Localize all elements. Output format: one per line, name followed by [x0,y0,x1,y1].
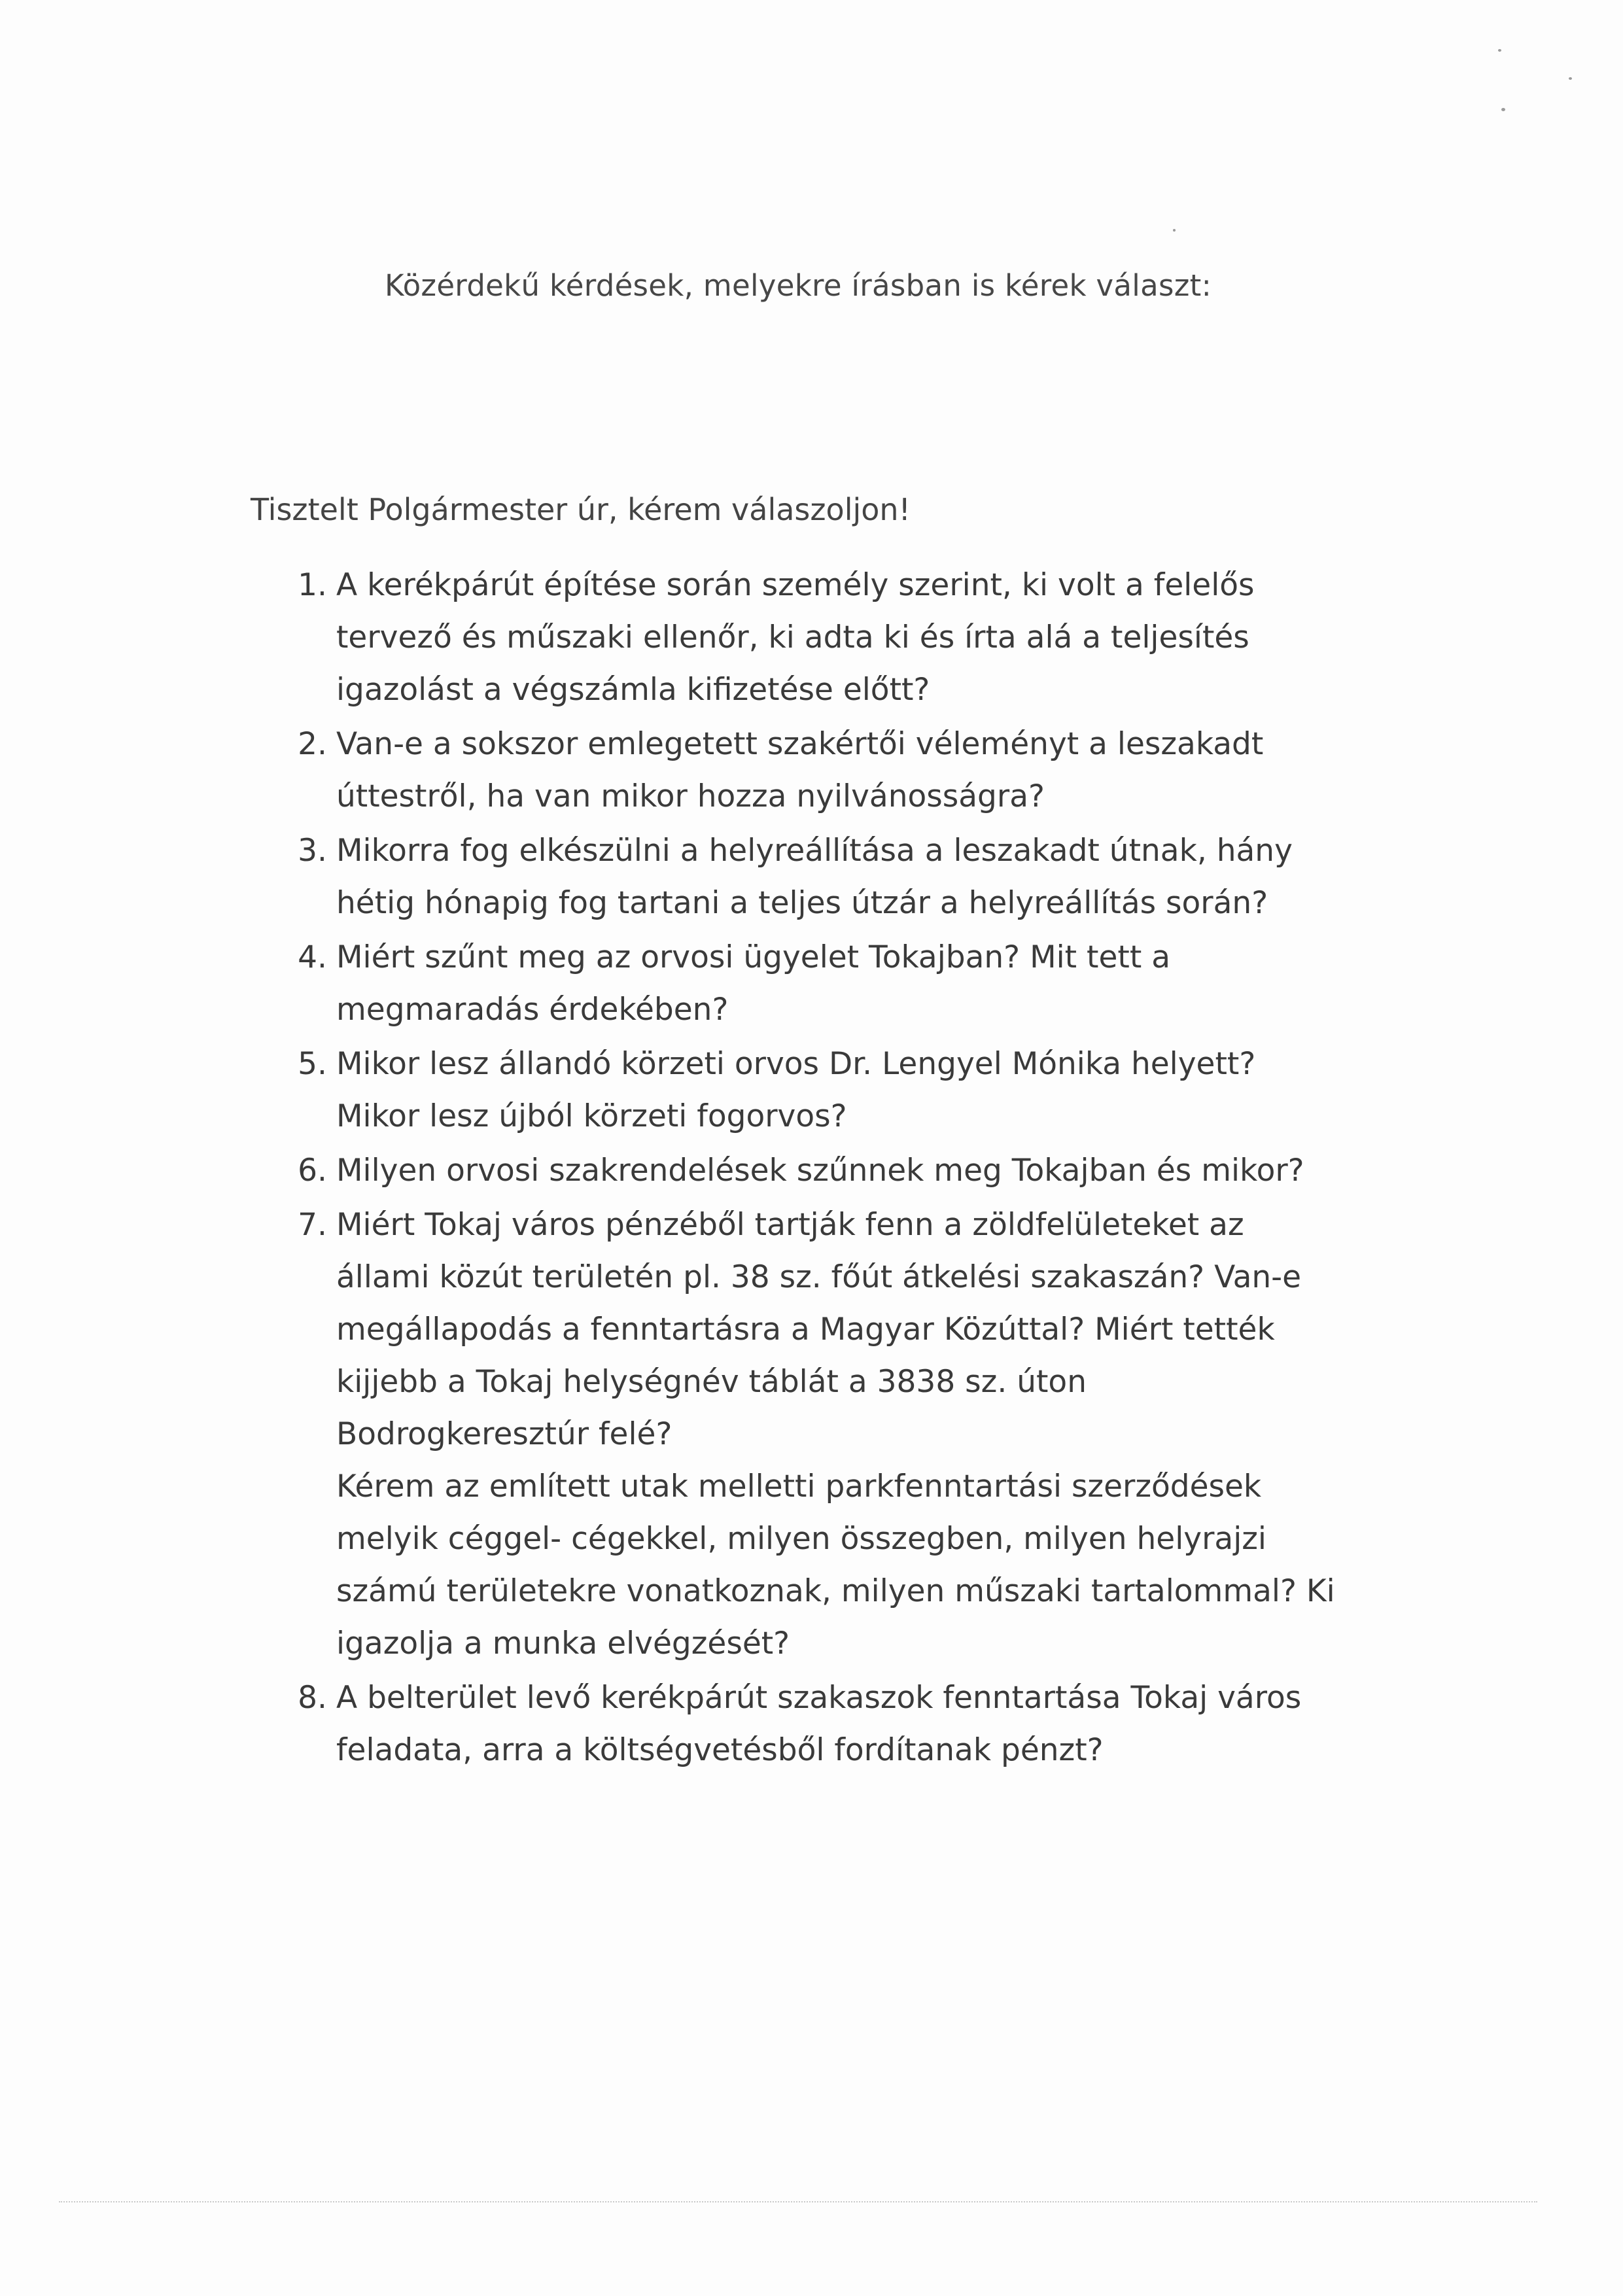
question-list [281,559,1406,1779]
question-number: 1. [298,567,327,603]
salutation: Tisztelt Polgármester úr, kérem válaszoljon! [251,492,911,527]
question-text-line: A belterület levő kerékpárút szakaszok fenntartása Tokaj város [336,1680,1302,1716]
question-text-line: Miért Tokaj város pénzéből tartják fenn a zöldfelületeket az [336,1207,1244,1243]
question-text-line: igazolja a munka elvégzését? [336,1626,790,1661]
scan-speck [1569,77,1572,80]
question-number: 7. [298,1207,327,1243]
question-text-line: megállapodás a fenntartásra a Magyar Közúttal? Miért tették [336,1312,1275,1348]
question-text-line: tervező és műszaki ellenőr, ki adta ki és írta alá a teljesítés [336,619,1249,655]
question-item [281,1145,1406,1197]
scan-edge-line [59,2201,1537,2202]
question-text-line: A kerékpárút építése során személy szerint, ki volt a felelős [336,567,1255,603]
question-text-line: Mikor lesz újból körzeti fogorvos? [336,1098,847,1134]
question-item [281,931,1406,1036]
question-text-line: Mikorra fog elkészülni a helyreállítása a leszakadt útnak, hány [336,833,1293,869]
question-text-line: kijjebb a Tokaj helységnév táblát a 3838 sz. úton [336,1364,1087,1400]
question-text-line: Milyen orvosi szakrendelések szűnnek meg Tokajban és mikor? [336,1153,1304,1189]
scan-speck [1173,229,1176,232]
question-item [281,559,1406,716]
question-text-line: melyik céggel- cégekkel, milyen összegben, milyen helyrajzi [336,1521,1266,1557]
question-text-line: hétig hónapig fog tartani a teljes útzár a helyreállítás során? [336,885,1268,921]
question-number: 3. [298,833,327,869]
question-text-line: Miért szűnt meg az orvosi ügyelet Tokajban? Mit tett a [336,939,1170,975]
document-title: Közérdekű kérdések, melyekre írásban is kérek választ: [385,268,1212,303]
question-number: 5. [298,1046,327,1082]
question-item [281,1038,1406,1143]
question-item [281,1672,1406,1777]
question-number: 6. [298,1153,327,1189]
question-text-line: igazolást a végszámla kifizetése előtt? [336,672,930,708]
question-number: 8. [298,1680,327,1716]
question-text-line: állami közút területén pl. 38 sz. főút átkelési szakaszán? Van-e [336,1259,1302,1295]
question-text-line: számú területekre vonatkoznak, milyen műszaki tartalommal? Ki [336,1573,1335,1609]
question-number: 4. [298,939,327,975]
question-item [281,1199,1406,1670]
question-item [281,718,1406,823]
question-text-line: Kérem az említett utak melletti parkfenntartási szerződések [336,1469,1262,1505]
scan-speck [1501,108,1505,111]
question-item [281,825,1406,930]
question-number: 2. [298,726,327,762]
question-text-line: Van-e a sokszor emlegetett szakértői véleményt a leszakadt [336,726,1264,762]
question-text-line: Mikor lesz állandó körzeti orvos Dr. Lengyel Mónika helyett? [336,1046,1256,1082]
question-text-line: feladata, arra a költségvetésből fordítanak pénzt? [336,1732,1104,1768]
question-text-line: megmaradás érdekében? [336,992,729,1028]
question-text-line: Bodrogkeresztúr felé? [336,1416,672,1452]
scan-speck [1498,49,1501,52]
question-text-line: úttestről, ha van mikor hozza nyilvánosságra? [336,778,1045,814]
